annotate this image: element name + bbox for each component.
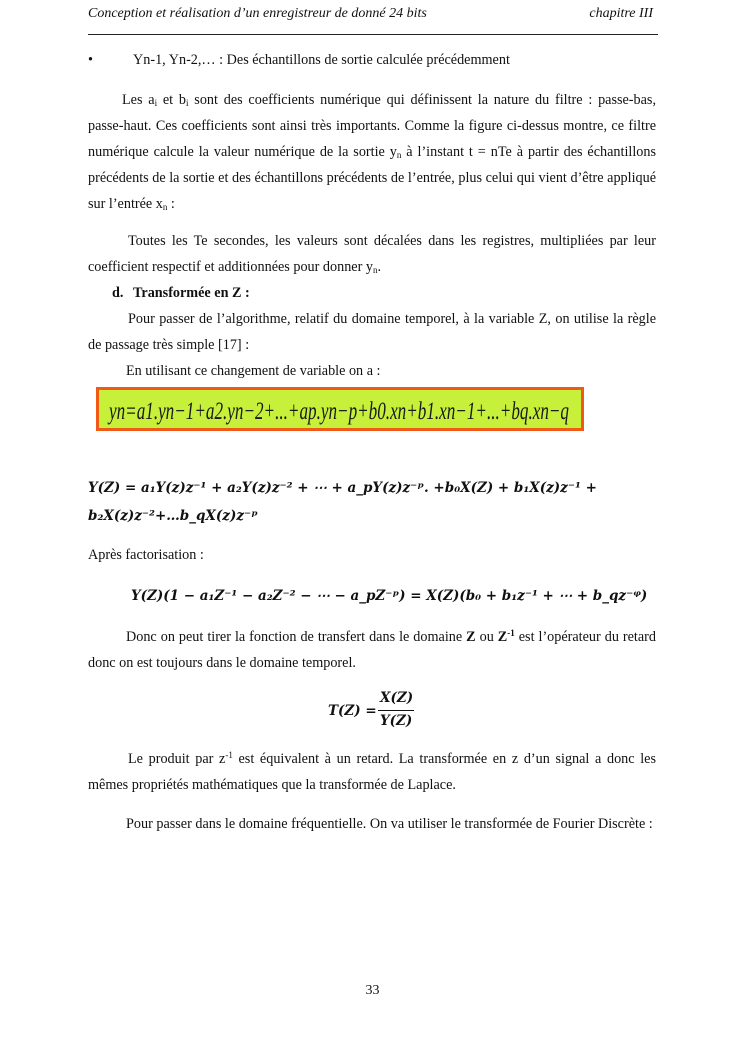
equation-z-transform-line2: b₂X(z)z⁻²+…b_qX(z)z⁻ᵖ xyxy=(88,508,258,524)
equation-z-transform-line1: Y(Z) = a₁Y(z)z⁻¹ + a₂Y(z)z⁻² + ⋯ + a_pY(z)z⁻ᵖ. +b₀X(Z) + b₁X(z)z⁻¹ + xyxy=(88,480,597,496)
paragraph-z-variable: Pour passer de l’algorithme, relatif du domaine temporel, à la variable Z, on utilise la règle de passage très simple [17] : xyxy=(88,311,656,353)
section-title: Transformée en Z : xyxy=(132,285,250,301)
fraction-bar xyxy=(378,710,414,711)
bullet-symbol: • xyxy=(88,52,93,68)
paragraph-transfer-function: Donc on peut tirer la fonction de transfert dans le domaine Z ou $Z^{-1}$ est l’opérateur du retard donc on est toujours dans le domaine temporel. xyxy=(88,628,656,671)
section-label: d. xyxy=(112,285,124,301)
paragraph-registers: Toutes les Te secondes, les valeurs sont décalées dans les registres, multipliées par leur coefficient respectif et additionnées pour donner $y_n$. xyxy=(88,233,656,275)
difference-equation-graphic xyxy=(99,390,581,428)
header-chapter: chapitre III xyxy=(589,6,653,21)
section-heading-d xyxy=(112,285,680,302)
paragraph-fourier: Pour passer dans le domaine fréquentielle. On va utiliser le transformée de Fourier Discrète : xyxy=(126,816,653,832)
transfer-function-lhs: T(Z) = xyxy=(328,703,377,719)
header-divider xyxy=(88,34,658,35)
transfer-function-equation xyxy=(328,690,448,734)
paragraph-coefficients: Les $a_i$ et $b_i$ sont des coefficients numérique qui définissent la nature du filtre : passe-bas, passe-haut. Ces coefficients sont ainsi très importants. Comme la figure ci-dessus montre, ce filtre numérique calcule la valeur numérique de la sortie $y_n$ à l’instant t = nTe à partir des échantillons précédents de la sortie et des échantillons précédents de l’entrée, plus celui qui vient d’être appliqué sur l’entrée $x_n$ : xyxy=(88,92,656,212)
header-title: Conception et réalisation d’un enregistreur de donné 24 bits xyxy=(88,6,427,21)
paragraph-delay-product: Le produit par $z^{-1}$ est équivalent à un retard. La transformée en z d’un signal a donc les mêmes propriétés mathématiques que la transformée de Laplace. xyxy=(88,750,656,793)
boxed-difference-equation xyxy=(96,387,584,431)
transfer-function-denominator: Y(Z) xyxy=(380,713,413,729)
transfer-function-numerator: X(Z) xyxy=(380,690,414,706)
difference-equation-text: yn=a1.yn−1+a2.yn−2+...+ap.yn−p+b0.xn+b1.xn−1+...+bq.xn−q xyxy=(106,398,570,425)
after-factorisation-label: Après factorisation : xyxy=(88,547,204,563)
paragraph-change-variable: En utilisant ce changement de variable on a : xyxy=(126,363,381,379)
bullet-text: Yn-1, Yn-2,… : Des échantillons de sortie calculée précédemment xyxy=(133,52,510,68)
equation-factorised: Y(Z)(1 − a₁Z⁻¹ − a₂Z⁻² − ⋯ − a_pZ⁻ᵖ) = X(Z)(b₀ + b₁z⁻¹ + ⋯ + b_qz⁻ᵠ) xyxy=(131,588,648,604)
page-number: 33 xyxy=(365,983,380,998)
